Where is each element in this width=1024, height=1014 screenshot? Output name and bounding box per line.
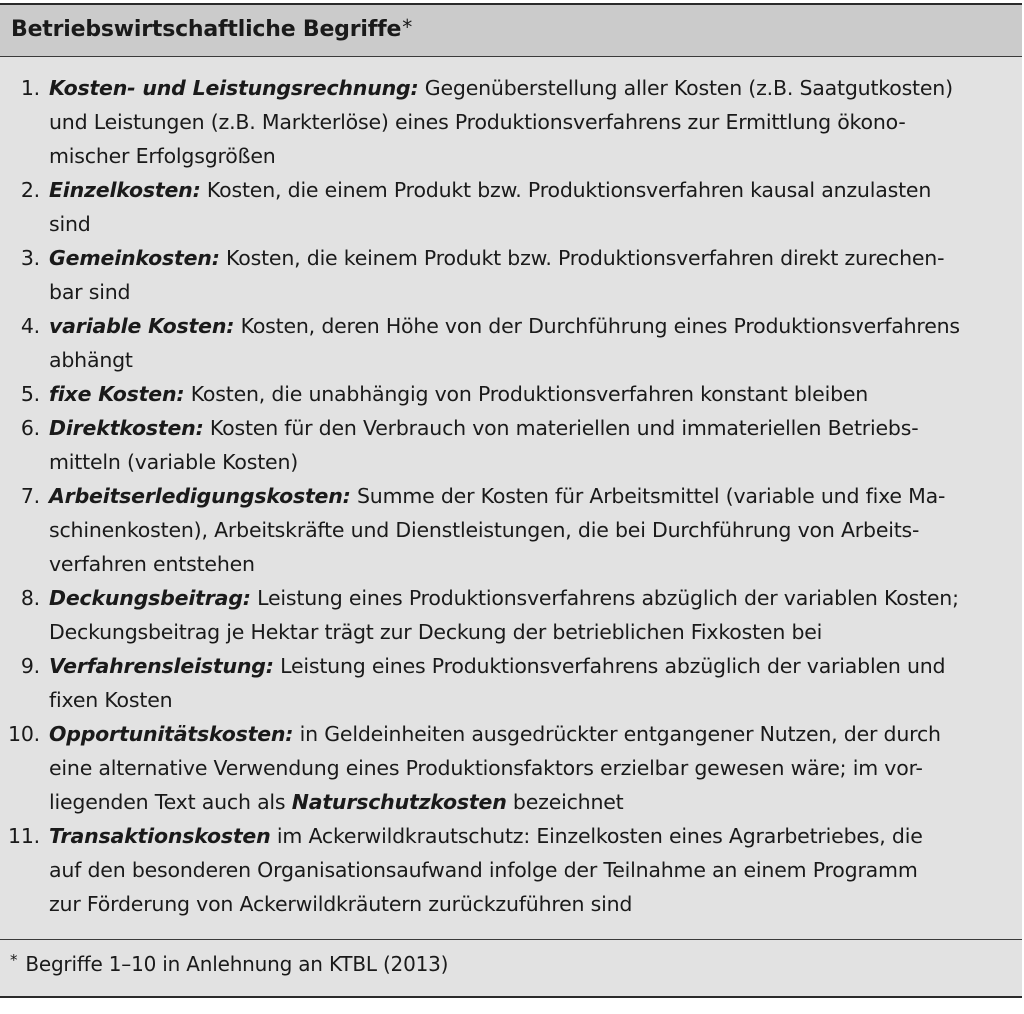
item-text: Deckungsbeitrag je Hektar trägt zur Deckung der betrieblichen Fixkosten bei: [49, 620, 823, 644]
item-text: mitteln (variable Kosten): [49, 450, 299, 474]
item-line: [49, 241, 944, 275]
item-line: [49, 547, 255, 581]
item-text: bezeichnet: [512, 790, 624, 814]
item-line: [49, 71, 953, 105]
item-text: in Geldeinheiten ausgedrückter entgangener Nutzen, der durch: [299, 722, 941, 746]
item-text: Gegenüberstellung aller Kosten (z.B. Saatgutkosten): [424, 76, 953, 100]
item-line: [49, 513, 919, 547]
item-text: Kosten, die einem Produkt bzw. Produktionsverfahren kausal anzulasten: [206, 178, 932, 202]
item-text: bar sind: [49, 280, 131, 304]
item-line: [49, 343, 133, 377]
item-text: abhängt: [49, 348, 133, 372]
item-line: [49, 819, 923, 853]
item-line: [49, 615, 822, 649]
item-term: Gemeinkosten:: [49, 246, 220, 270]
box-title: [11, 17, 412, 42]
item-term: Opportunitätskosten:: [49, 722, 294, 746]
list-item: [0, 819, 1022, 921]
item-line: [49, 309, 960, 343]
item-number: 6.: [20, 416, 40, 440]
footnote-asterisk: *: [10, 951, 18, 969]
item-text: fixen Kosten: [49, 688, 173, 712]
item-line: [49, 105, 906, 139]
list-item: [0, 411, 1022, 479]
item-number: 4.: [20, 314, 40, 338]
item-text: Kosten für den Verbrauch von materiellen und immateriellen Betriebs-: [209, 416, 919, 440]
item-text: auf den besonderen Organisationsaufwand infolge der Teilnahme an einem Programm: [49, 858, 918, 882]
title-text: Betriebswirtschaftliche Begriffe: [11, 17, 402, 42]
item-text: liegenden Text auch als: [49, 790, 286, 814]
item-term: Arbeitserledigungskosten:: [49, 484, 351, 508]
item-term: Deckungsbeitrag:: [49, 586, 251, 610]
item-number: 9.: [20, 654, 40, 678]
list-item: [0, 377, 1022, 411]
item-text: mischer Erfolgsgrößen: [49, 144, 276, 168]
item-term: Kosten- und Leistungsrechnung:: [49, 76, 419, 100]
item-line: [49, 751, 923, 785]
item-number: 10.: [7, 722, 40, 746]
item-number: 7.: [20, 484, 40, 508]
item-text: Kosten, die keinem Produkt bzw. Produktionsverfahren direkt zurechen-: [226, 246, 945, 270]
item-line: [49, 207, 91, 241]
item-text: verfahren entstehen: [49, 552, 255, 576]
item-text: im Ackerwildkrautschutz: Einzelkosten eines Agrarbetriebes, die: [276, 824, 923, 848]
item-line: [49, 887, 632, 921]
item-term: variable Kosten:: [49, 314, 235, 338]
box-footer: [0, 939, 1022, 996]
item-line: [49, 649, 945, 683]
item-line: [49, 717, 941, 751]
item-term: Einzelkosten:: [49, 178, 201, 202]
item-number: 3.: [20, 246, 40, 270]
item-line: [49, 785, 624, 819]
item-line: [49, 445, 298, 479]
item-number: 2.: [20, 178, 40, 202]
list-item: [0, 241, 1022, 309]
item-number: 11.: [7, 824, 40, 848]
list-item: [0, 479, 1022, 581]
item-term: Transaktionskosten: [49, 824, 271, 848]
item-text: zur Förderung von Ackerwildkräutern zurückzuführen sind: [49, 892, 633, 916]
item-number: 8.: [20, 586, 40, 610]
item-text: Kosten, deren Höhe von der Durchführung eines Produktionsverfahrens: [240, 314, 960, 338]
item-text: Kosten, die unabhängig von Produktionsverfahren konstant bleiben: [190, 382, 869, 406]
list-item: [0, 173, 1022, 241]
box-header: [0, 5, 1022, 57]
list-item: [0, 649, 1022, 717]
item-number: 5.: [20, 382, 40, 406]
item-line: [49, 479, 945, 513]
item-line: [49, 377, 868, 411]
list-item: [0, 71, 1022, 173]
item-term: Direktkosten:: [49, 416, 204, 440]
item-term: Verfahrensleistung:: [49, 654, 274, 678]
item-line: [49, 581, 959, 615]
definitions-box: [0, 3, 1022, 998]
item-line: [49, 275, 130, 309]
item-text: eine alternative Verwendung eines Produktionsfaktors erzielbar gewesen wäre; im vor-: [49, 756, 923, 780]
footnote-text: Begriffe 1–10 in Anlehnung an KTBL (2013): [25, 952, 449, 976]
item-text: Leistung eines Produktionsverfahrens abzüglich der variablen und: [280, 654, 946, 678]
item-number: 1.: [20, 76, 40, 100]
item-inline-term: Naturschutzkosten: [291, 790, 507, 814]
item-line: [49, 411, 918, 445]
item-line: [49, 173, 931, 207]
item-line: [49, 683, 172, 717]
item-text: und Leistungen (z.B. Markterlöse) eines Produktionsverfahrens zur Ermittlung ökono-: [49, 110, 906, 134]
item-text: Leistung eines Produktionsverfahrens abzüglich der variablen Kosten;: [257, 586, 959, 610]
title-asterisk: *: [402, 15, 412, 39]
item-text: Summe der Kosten für Arbeitsmittel (variable und fixe Ma-: [356, 484, 946, 508]
list-item: [0, 309, 1022, 377]
item-line: [49, 853, 918, 887]
item-line: [49, 139, 276, 173]
item-term: fixe Kosten:: [49, 382, 185, 406]
list-item: [0, 581, 1022, 649]
list-item: [0, 717, 1022, 819]
footnote: [10, 952, 448, 976]
item-text: sind: [49, 212, 91, 236]
item-text: schinenkosten), Arbeitskräfte und Dienstleistungen, die bei Durchführung von Arbeits-: [49, 518, 920, 542]
